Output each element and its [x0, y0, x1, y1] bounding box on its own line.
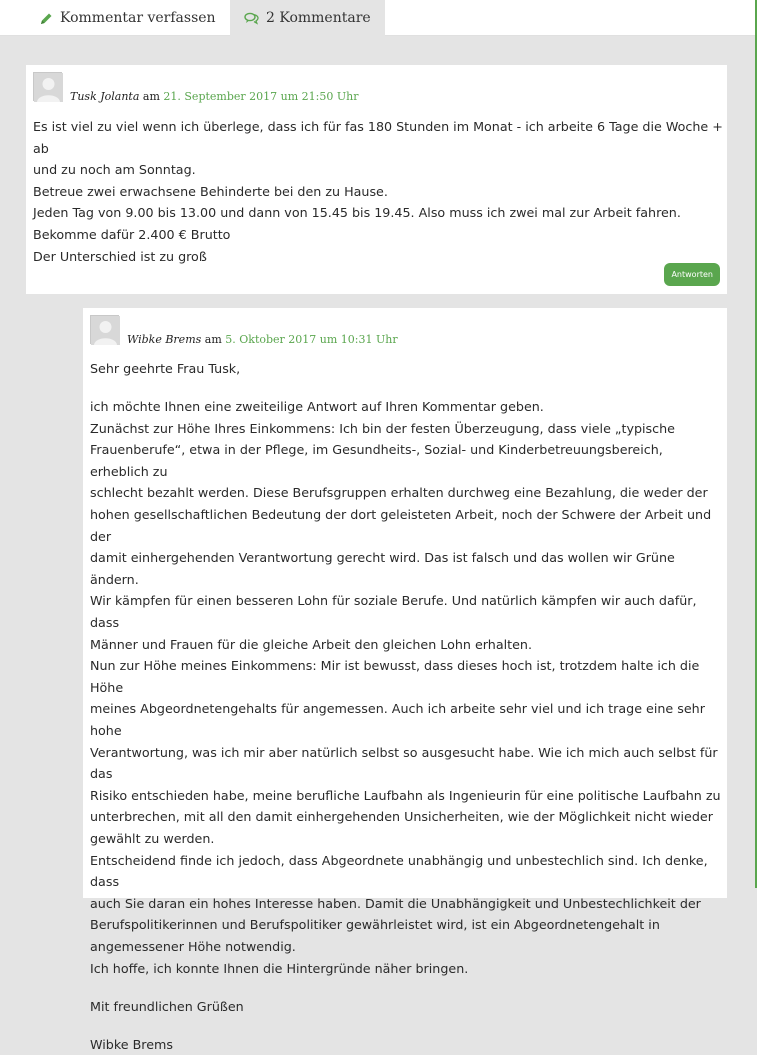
comment-line: ich möchte Ihnen eine zweiteilige Antwort auf Ihren Kommentar geben.: [90, 399, 544, 415]
comment-line: unterbrechen, mit all den damit einhergehenden Unsicherheiten, wie der Möglichkeit nicht wieder: [90, 809, 713, 825]
comment-line: Risiko entschieden habe, meine berufliche Laufbahn als Ingenieurin für eine politische Laufbahn zu: [90, 787, 721, 803]
comment-am: am: [142, 90, 160, 103]
comment-signature: Wibke Brems: [90, 1036, 173, 1052]
comment-line: Frauenberufe“, etwa in der Pflege, im Gesundheits-, Sozial- und Kinderbetreuungsbereich, erheblich zu: [90, 442, 663, 479]
comment-line: Wir kämpfen für einen besseren Lohn für soziale Berufe. Und natürlich kämpfen wir auch dafür, dass: [90, 593, 697, 631]
comment-reply-item: [83, 308, 727, 1052]
comment-body: [90, 358, 725, 1055]
comment-item: [26, 65, 727, 294]
default-avatar-icon: [91, 316, 120, 345]
default-avatar-icon: [34, 73, 63, 102]
comment-line: damit einhergehenden Verantwortung gerecht wird. Das ist falsch und das wollen wir Grüne ändern.: [90, 550, 675, 587]
comment-date-link[interactable]: 21. September 2017 um 21:50 Uhr: [163, 90, 359, 103]
reply-button[interactable]: Antworten: [664, 263, 720, 286]
comments-icon: [244, 12, 259, 25]
comment-line: Es ist viel zu viel wenn ich überlege, dass ich für fas 180 Stunden im Monat - ich arbeite 6 Tage die Woche + ab: [33, 119, 723, 156]
comment-author[interactable]: Wibke Brems: [127, 333, 202, 346]
comment-line: Nun zur Höhe meines Einkommens: Mir ist bewusst, dass dieses hoch ist, trotzdem halte ich die Höhe: [90, 658, 700, 695]
comment-tabs: [0, 0, 755, 36]
comment-line: hohen gesellschaftlichen Bedeutung der dort geleisteten Arbeit, noch der Schwere der Arbeit und der: [90, 507, 712, 544]
comment-line: meines Abgeordnetengehalts für angemessen. Auch ich arbeite sehr viel und ich trage eine sehr hohe: [90, 701, 705, 738]
comment-line: Verantwortung, was ich mir aber natürlich selbst so ausgesucht habe. Wie ich mich auch selbst für das: [90, 744, 718, 782]
tab-write-label: Kommentar verfassen: [60, 10, 216, 26]
comment-line: Zunächst zur Höhe Ihres Einkommens: Ich bin der festen Überzeugung, dass viele „typische: [90, 420, 675, 436]
avatar: [90, 315, 119, 344]
comment-meta: [127, 333, 398, 346]
comment-line: Betreue zwei erwachsene Behinderte bei den zu Hause.: [33, 183, 388, 199]
comment-line: Der Unterschied ist zu groß: [33, 248, 207, 264]
comment-date-link[interactable]: 5. Oktober 2017 um 10:31 Uhr: [225, 333, 398, 346]
comment-line: gewählt zu werden.: [90, 830, 215, 846]
comment-line: auch Sie daran ein hohes Interesse haben. Damit die Unabhängigkeit und Unbestechlichkeit der: [90, 895, 701, 911]
pencil-icon: [40, 12, 53, 25]
comment-line: und zu noch am Sonntag.: [33, 162, 196, 178]
comment-line: angemessener Höhe notwendig.: [90, 938, 296, 954]
comment-am: am: [204, 333, 222, 346]
comment-line: Bekomme dafür 2.400 € Brutto: [33, 226, 231, 242]
tab-comments-label: 2 Kommentare: [266, 10, 371, 26]
comment-line: Ich hoffe, ich konnte Ihnen die Hintergründe näher bringen.: [90, 960, 469, 976]
comment-line: Männer und Frauen für die gleiche Arbeit den gleichen Lohn erhalten.: [90, 636, 532, 652]
comment-author[interactable]: Tusk Jolanta: [70, 90, 140, 103]
comment-greeting: Sehr geehrte Frau Tusk,: [90, 361, 241, 376]
comment-meta: [70, 90, 358, 103]
tab-write-comment[interactable]: [40, 0, 216, 36]
tab-comments[interactable]: [230, 0, 385, 36]
comment-line: Jeden Tag von 9.00 bis 13.00 und dann von 15.45 bis 19.45. Also muss ich zwei mal zur Arbeit fahren.: [33, 205, 681, 221]
comment-body: [33, 116, 723, 267]
comment-line: schlecht bezahlt werden. Diese Berufsgruppen erhalten durchweg eine Bezahlung, die weder der: [90, 485, 708, 501]
comment-line: Entscheidend finde ich jedoch, dass Abgeordnete unabhängig und unbestechlich sind. Ich denke, dass: [90, 852, 708, 890]
comment-closing: Mit freundlichen Grüßen: [90, 998, 244, 1014]
comment-line: Berufspolitikerinnen und Berufspolitiker gewährleistet wird, ist ein Abgeordnetengehalt in: [90, 917, 660, 933]
avatar: [33, 72, 62, 101]
